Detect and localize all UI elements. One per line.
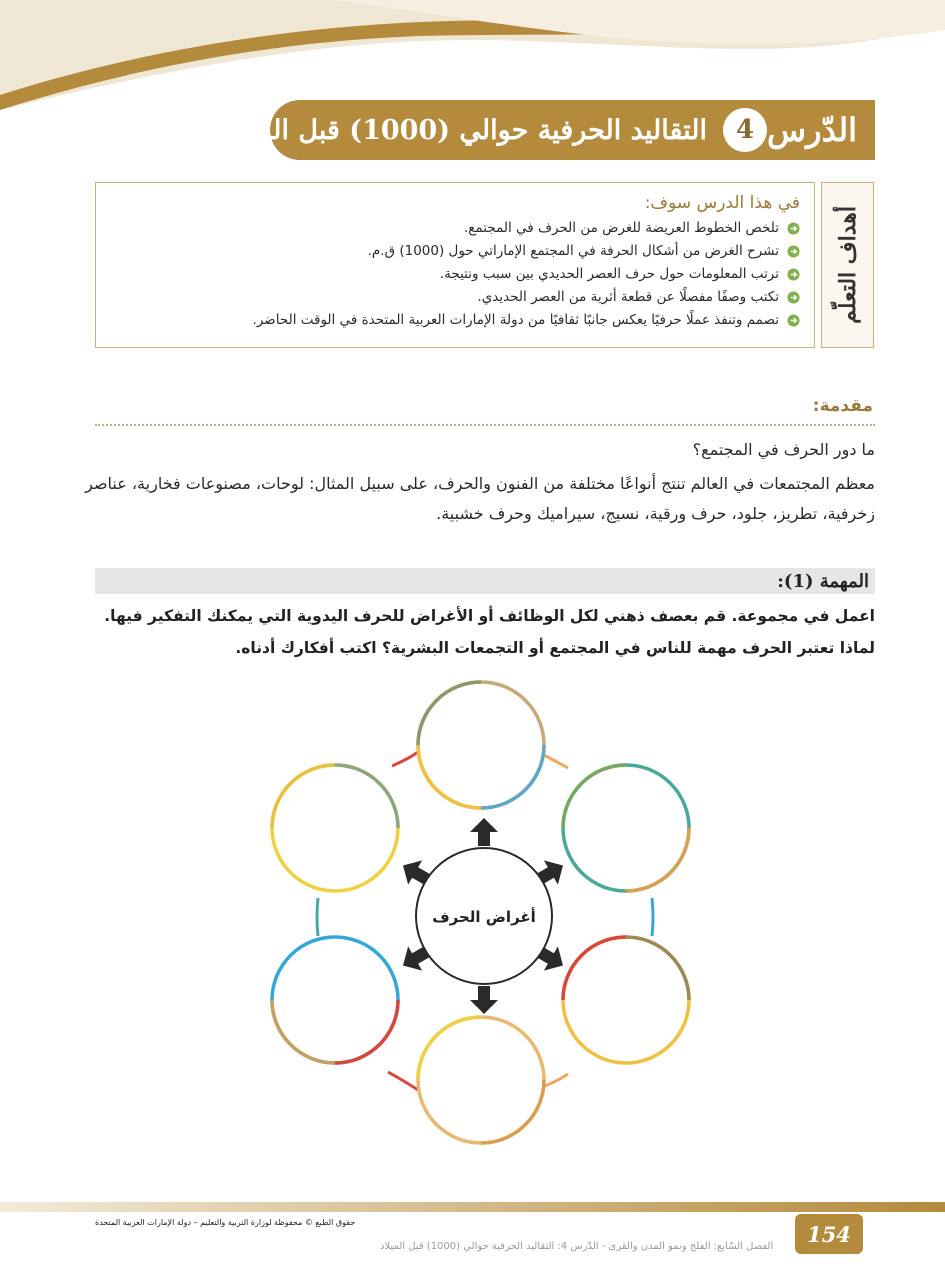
outer-circle-top-right	[563, 765, 689, 891]
objective-item: تلخص الخطوط العريضة للغرض من الحرف في المجتمع.	[110, 217, 800, 240]
task-heading: المهمة (1):	[777, 570, 869, 592]
learning-objectives-label	[821, 182, 874, 348]
intro-heading: مقدمة:	[812, 396, 873, 416]
outer-circle-bottom-right	[563, 937, 689, 1063]
outer-circle-bottom-left	[272, 937, 398, 1063]
outer-circle-top	[418, 682, 544, 808]
arrow-up-icon	[470, 818, 498, 846]
green-bullet-icon	[787, 245, 800, 258]
objective-item: تشرح الغرض من أشكال الحرفة في المجتمع الإماراتي حول (1000) ق.م.	[110, 240, 800, 263]
objectives-list	[110, 217, 800, 332]
objective-item: ترتب المعلومات حول حرف العصر الحديدي بين سبب ونتيجة.	[110, 263, 800, 286]
page-number: 154	[807, 1221, 851, 1247]
footer-chapter-title: الفصل السّابع: الفلج ونمو المدن والقرى - الدّرس 4: التقاليد الحرفية حوالي (1000) قبل الميلاد	[380, 1241, 774, 1252]
learning-objectives-box	[95, 182, 815, 348]
green-bullet-icon	[787, 314, 800, 327]
connector-arc	[652, 898, 653, 936]
task-instructions: اعمل في مجموعة. قم بعصف ذهني لكل الوظائف أو الأغراض للحرف اليدوية التي يمكنك التفكير فيها. لماذا تعتبر الحرف مهمة للناس في المجتمع أو التجمعات البشرية؟ اكتب أفكارك أدناه.	[104, 607, 875, 657]
connector-arc	[392, 752, 418, 766]
green-bullet-icon	[787, 268, 800, 281]
page-number-badge	[795, 1214, 863, 1254]
center-label: أغراض الحرف	[432, 908, 536, 926]
crafts-purposes-mindmap	[240, 670, 700, 1170]
objective-item: تصمم وتنفذ عملًا حرفيًا يعكس جانبًا ثقافيًا من دولة الإمارات العربية المتحدة في الوقت الحاضر.	[110, 309, 800, 332]
outer-circle-bottom	[418, 1017, 544, 1143]
connector-arc	[317, 898, 318, 936]
learning-objectives-text: أهداف التعلّم	[834, 206, 861, 324]
intro-paragraph: معظم المجتمعات في العالم تنتج أنواعًا مختلفة من الفنون والحرف، على سبيل المثال: لوحات، مصنوعات فخارية، عناصر زخرفية، تطريز، جلود، حرف ورقية، نسيج، سيراميك وحرف خشبية.	[85, 474, 875, 523]
green-bullet-icon	[787, 291, 800, 304]
copyright-notice: حقوق الطبع © محفوظة لوزارة التربية والتعليم – دولة الإمارات العربية المتحدة	[95, 1218, 356, 1227]
lesson-title: التقاليد الحرفية حوالي (1000) قبل الميلاد	[221, 114, 707, 146]
intro-question: ما دور الحرف في المجتمع؟	[692, 440, 875, 459]
objective-item: تكتب وصفًا مفصلًا عن قطعة أثرية من العصر الحديدي.	[110, 286, 800, 309]
outer-circle-top-left	[272, 765, 398, 891]
objectives-heading: في هذا الدرس سوف:	[644, 193, 800, 213]
lesson-label: الدّرس	[767, 111, 857, 149]
connector-arc	[388, 1072, 418, 1090]
intro-dotted-divider	[95, 424, 875, 426]
arrow-down-icon	[470, 986, 498, 1014]
lesson-title-bar	[221, 100, 875, 160]
green-bullet-icon	[787, 222, 800, 235]
task-heading-bar	[95, 568, 875, 594]
lesson-number-badge: 4	[723, 108, 767, 152]
